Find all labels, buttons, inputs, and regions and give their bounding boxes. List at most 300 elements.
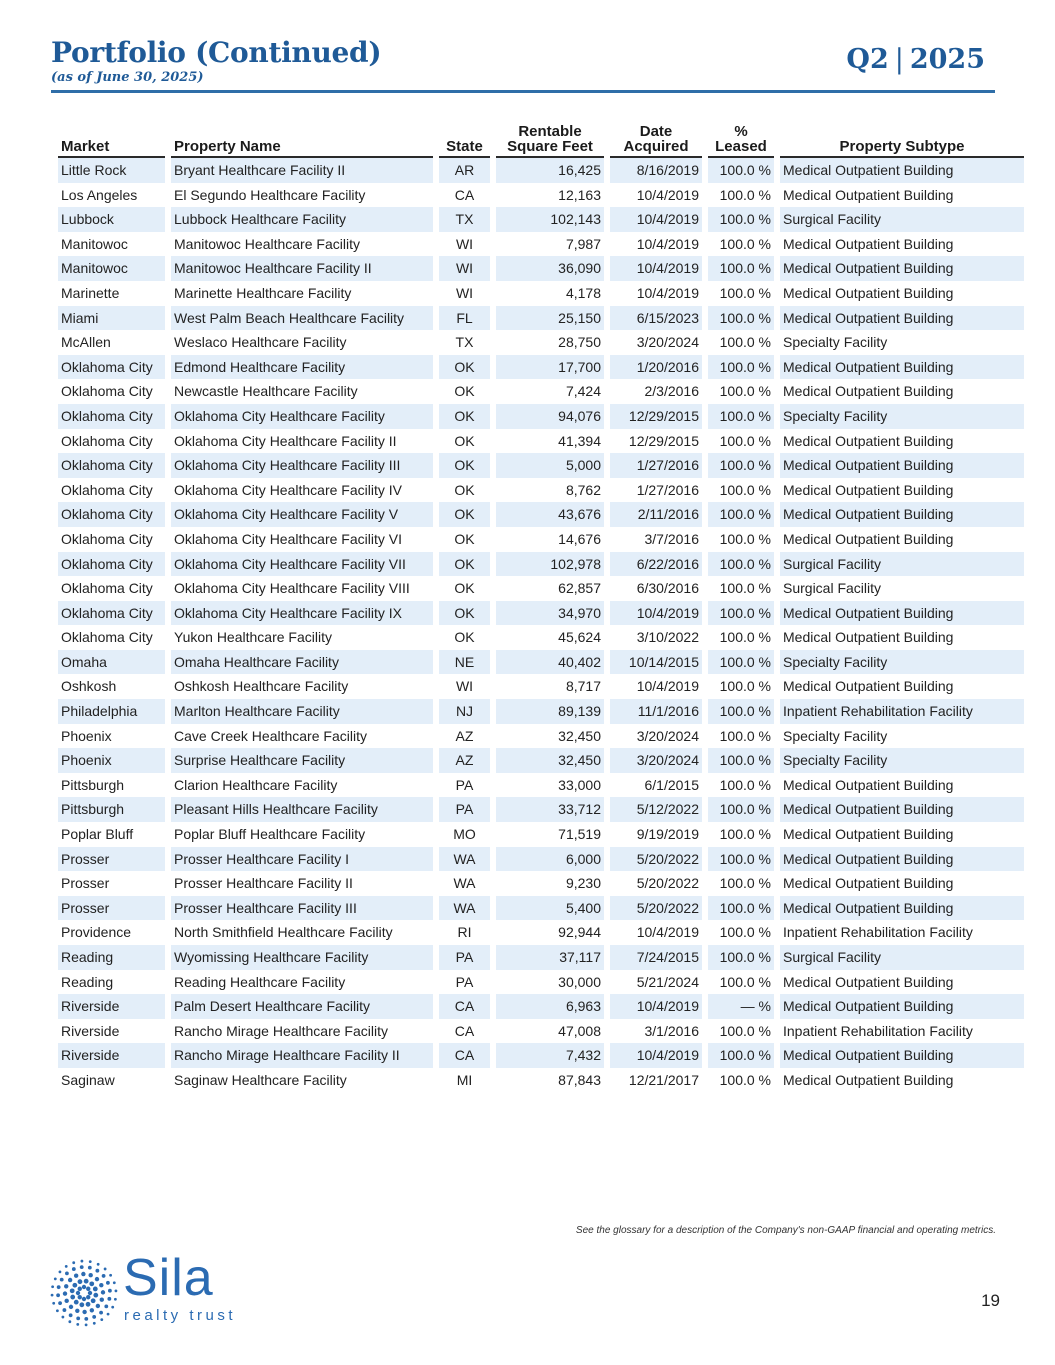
cell-percent-leased: 100.0 %	[708, 601, 774, 626]
table-row	[58, 478, 1024, 503]
report-period	[846, 44, 985, 75]
cell-date-acquired: 5/20/2022	[636, 875, 699, 892]
cell-percent-leased: 100.0 %	[708, 355, 774, 380]
table-header-row	[58, 124, 1024, 158]
cell-market: Manitowoc	[61, 235, 128, 252]
cell-market: Miami	[58, 306, 165, 331]
cell-percent-leased: 100.0 %	[719, 1022, 771, 1039]
cell-market: Manitowoc	[58, 256, 165, 281]
table-row	[58, 183, 1024, 208]
cell-percent-leased: 100.0 %	[719, 432, 771, 449]
cell-date-acquired: 8/16/2019	[610, 158, 702, 183]
page-number: 19	[981, 1291, 1000, 1310]
table-row	[58, 330, 1024, 355]
cell-property-subtype: Medical Outpatient Building	[780, 1043, 1024, 1068]
cell-square-feet: 5,400	[496, 896, 604, 921]
cell-date-acquired: 10/4/2019	[610, 1043, 702, 1068]
cell-date-acquired: 10/4/2019	[610, 207, 702, 232]
cell-state: WA	[439, 896, 490, 921]
cell-square-feet: 94,076	[496, 404, 604, 429]
table-row	[58, 232, 1024, 257]
cell-state: AZ	[455, 727, 474, 744]
cell-date-acquired: 10/4/2019	[610, 994, 702, 1019]
cell-market: Oklahoma City	[58, 404, 165, 429]
cell-percent-leased: 100.0 %	[708, 256, 774, 281]
cell-date-acquired: 10/14/2015	[610, 650, 702, 675]
cell-property-name: Manitowoc Healthcare Facility II	[171, 256, 433, 281]
cell-state: AR	[439, 158, 490, 183]
cell-square-feet: 8,762	[565, 481, 601, 498]
col-header-rentable-square-feet	[496, 124, 604, 158]
cell-state: OK	[439, 502, 490, 527]
cell-square-feet: 36,090	[496, 256, 604, 281]
cell-state: OK	[454, 481, 475, 498]
cell-property-subtype: Specialty Facility	[780, 748, 1024, 773]
col-header-sqft-line2: Square Feet	[507, 138, 593, 155]
cell-property-name: Surprise Healthcare Facility	[171, 748, 433, 773]
cell-percent-leased: 100.0 %	[708, 158, 774, 183]
cell-state: TX	[455, 334, 474, 351]
cell-property-subtype: Medical Outpatient Building	[783, 481, 954, 498]
cell-property-subtype: Medical Outpatient Building	[780, 355, 1024, 380]
cell-property-subtype: Inpatient Rehabilitation Facility	[783, 1022, 973, 1039]
cell-square-feet: 25,150	[496, 306, 604, 331]
cell-market: Philadelphia	[58, 699, 165, 724]
cell-state: AZ	[439, 748, 490, 773]
table-row	[58, 207, 1024, 232]
portfolio-table	[52, 124, 1030, 1093]
cell-percent-leased: 100.0 %	[708, 306, 774, 331]
cell-date-acquired: 3/7/2016	[644, 530, 699, 547]
cell-state: OK	[454, 383, 475, 400]
table-body	[58, 158, 1024, 1093]
cell-property-subtype: Medical Outpatient Building	[780, 994, 1024, 1019]
col-header-date-line1: Date	[639, 123, 673, 140]
cell-property-subtype: Medical Outpatient Building	[780, 158, 1024, 183]
cell-market: Riverside	[58, 994, 165, 1019]
cell-date-acquired: 10/4/2019	[636, 924, 699, 941]
cell-market: Oklahoma City	[61, 432, 153, 449]
cell-date-acquired: 6/1/2015	[644, 776, 699, 793]
table-row	[58, 674, 1024, 699]
table-row	[58, 625, 1024, 650]
cell-property-name: Oklahoma City Healthcare Facility V	[171, 502, 433, 527]
cell-property-subtype: Medical Outpatient Building	[783, 432, 954, 449]
cell-percent-leased: 100.0 %	[719, 629, 771, 646]
logo-wordmark: Sila	[123, 1249, 214, 1307]
cell-market: Prosser	[58, 847, 165, 872]
table-row	[58, 404, 1024, 429]
cell-square-feet: 4,178	[565, 284, 601, 301]
cell-state: OK	[454, 629, 475, 646]
cell-date-acquired: 1/27/2016	[636, 481, 699, 498]
cell-market: Pittsburgh	[61, 776, 125, 793]
col-header-state: State	[439, 124, 490, 158]
cell-market: Oklahoma City	[58, 355, 165, 380]
cell-property-name: Rancho Mirage Healthcare Facility	[174, 1022, 388, 1039]
cell-state: MO	[453, 826, 476, 843]
cell-property-name: Newcastle Healthcare Facility	[174, 383, 358, 400]
cell-state: PA	[455, 776, 474, 793]
cell-date-acquired: 3/20/2024	[610, 748, 702, 773]
cell-market: Riverside	[61, 1022, 120, 1039]
cell-property-name: Marinette Healthcare Facility	[174, 284, 352, 301]
cell-percent-leased: 100.0 %	[719, 235, 771, 252]
cell-percent-leased: 100.0 %	[719, 334, 771, 351]
cell-market: Oklahoma City	[58, 552, 165, 577]
cell-date-acquired: 1/27/2016	[610, 453, 702, 478]
cell-state: OK	[454, 530, 475, 547]
cell-property-subtype: Medical Outpatient Building	[780, 453, 1024, 478]
cell-property-name: Manitowoc Healthcare Facility	[174, 235, 360, 252]
cell-property-subtype: Medical Outpatient Building	[780, 847, 1024, 872]
cell-property-subtype: Medical Outpatient Building	[783, 284, 954, 301]
col-header-property-name: Property Name	[171, 124, 433, 158]
cell-percent-leased: 100.0 %	[719, 580, 771, 597]
cell-market: Pittsburgh	[58, 797, 165, 822]
cell-state: CA	[454, 1022, 475, 1039]
cell-state: CA	[439, 994, 490, 1019]
table-row	[58, 797, 1024, 822]
cell-state: PA	[439, 797, 490, 822]
table-row	[58, 1043, 1024, 1068]
table-row	[58, 945, 1024, 970]
cell-property-name: Omaha Healthcare Facility	[171, 650, 433, 675]
cell-percent-leased: 100.0 %	[708, 748, 774, 773]
cell-square-feet: 7,987	[565, 235, 601, 252]
cell-market: Oklahoma City	[61, 383, 153, 400]
cell-property-name: Saginaw Healthcare Facility	[174, 1071, 347, 1088]
cell-market: Oklahoma City	[58, 502, 165, 527]
cell-property-subtype: Medical Outpatient Building	[783, 973, 954, 990]
cell-property-name: Wyomissing Healthcare Facility	[171, 945, 433, 970]
cell-state: CA	[439, 1043, 490, 1068]
cell-property-subtype: Medical Outpatient Building	[780, 306, 1024, 331]
cell-percent-leased: 100.0 %	[719, 530, 771, 547]
table-row	[58, 822, 1024, 847]
cell-property-subtype: Medical Outpatient Building	[783, 235, 954, 252]
cell-property-subtype: Medical Outpatient Building	[783, 629, 954, 646]
cell-property-name: Weslaco Healthcare Facility	[174, 334, 347, 351]
cell-state: OK	[439, 601, 490, 626]
cell-market: Oklahoma City	[61, 580, 153, 597]
cell-market: Oklahoma City	[58, 453, 165, 478]
col-header-property-subtype: Property Subtype	[780, 124, 1024, 158]
cell-square-feet: 87,843	[558, 1071, 601, 1088]
cell-percent-leased: 100.0 %	[719, 727, 771, 744]
cell-market: Omaha	[58, 650, 165, 675]
cell-date-acquired: 5/12/2022	[610, 797, 702, 822]
cell-property-name: Prosser Healthcare Facility I	[171, 847, 433, 872]
cell-state: OK	[454, 432, 475, 449]
cell-state: RI	[457, 924, 472, 941]
cell-date-acquired: 6/22/2016	[610, 552, 702, 577]
cell-property-subtype: Surgical Facility	[780, 207, 1024, 232]
logo-tagline: realty trust	[124, 1307, 237, 1324]
table-row	[58, 256, 1024, 281]
cell-market: McAllen	[61, 334, 111, 351]
cell-date-acquired: 3/10/2022	[636, 629, 699, 646]
cell-date-acquired: 1/20/2016	[610, 355, 702, 380]
cell-square-feet: 89,139	[496, 699, 604, 724]
cell-square-feet: 62,857	[558, 580, 601, 597]
cell-square-feet: 41,394	[558, 432, 601, 449]
cell-percent-leased: 100.0 %	[708, 404, 774, 429]
col-header-market: Market	[58, 124, 165, 158]
table-row	[58, 552, 1024, 577]
cell-state: PA	[455, 973, 474, 990]
cell-state: OK	[439, 552, 490, 577]
cell-property-subtype: Specialty Facility	[783, 334, 888, 351]
cell-percent-leased: 100.0 %	[719, 973, 771, 990]
cell-date-acquired: 2/3/2016	[644, 383, 699, 400]
cell-percent-leased: 100.0 %	[719, 776, 771, 793]
cell-property-name: Marlton Healthcare Facility	[171, 699, 433, 724]
cell-property-subtype: Medical Outpatient Building	[780, 601, 1024, 626]
cell-property-subtype: Medical Outpatient Building	[783, 383, 954, 400]
cell-percent-leased: 100.0 %	[708, 207, 774, 232]
cell-property-name: Rancho Mirage Healthcare Facility II	[171, 1043, 433, 1068]
cell-property-name: Oklahoma City Healthcare Facility III	[171, 453, 433, 478]
cell-state: OK	[454, 580, 475, 597]
cell-date-acquired: 10/4/2019	[636, 186, 699, 203]
cell-percent-leased: 100.0 %	[719, 481, 771, 498]
cell-percent-leased: 100.0 %	[719, 1071, 771, 1088]
cell-property-name: Poplar Bluff Healthcare Facility	[174, 826, 366, 843]
cell-percent-leased: 100.0 %	[708, 945, 774, 970]
cell-percent-leased: 100.0 %	[719, 678, 771, 695]
cell-market: Poplar Bluff	[61, 826, 134, 843]
cell-percent-leased: 100.0 %	[708, 896, 774, 921]
cell-state: TX	[439, 207, 490, 232]
cell-property-name: Lubbock Healthcare Facility	[171, 207, 433, 232]
table-row	[58, 847, 1024, 872]
cell-square-feet: 45,624	[558, 629, 601, 646]
period-separator: |	[894, 44, 904, 75]
cell-square-feet: 12,163	[558, 186, 601, 203]
cell-property-name: West Palm Beach Healthcare Facility	[171, 306, 433, 331]
cell-percent-leased: 100.0 %	[719, 826, 771, 843]
cell-date-acquired: 7/24/2015	[610, 945, 702, 970]
cell-market: Marinette	[61, 284, 120, 301]
col-header-sqft-line1: Rentable	[518, 123, 582, 140]
cell-market: Oklahoma City	[61, 629, 153, 646]
cell-property-name: Prosser Healthcare Facility III	[171, 896, 433, 921]
table-row	[58, 576, 1024, 601]
cell-percent-leased: 100.0 %	[719, 924, 771, 941]
cell-date-acquired: 6/30/2016	[636, 580, 699, 597]
page-title: Portfolio (Continued)	[51, 36, 382, 69]
cell-date-acquired: 5/20/2022	[610, 896, 702, 921]
cell-percent-leased: 100.0 %	[719, 284, 771, 301]
cell-property-subtype: Medical Outpatient Building	[783, 678, 954, 695]
cell-market: Oklahoma City	[61, 481, 153, 498]
cell-market: Oklahoma City	[61, 530, 153, 547]
cell-percent-leased: 100.0 %	[708, 1043, 774, 1068]
cell-date-acquired: 6/15/2023	[610, 306, 702, 331]
col-header-date-acquired	[610, 124, 702, 158]
cell-date-acquired: 10/4/2019	[636, 235, 699, 252]
cell-date-acquired: 10/4/2019	[636, 678, 699, 695]
cell-property-subtype: Medical Outpatient Building	[783, 186, 954, 203]
cell-property-subtype: Specialty Facility	[783, 727, 888, 744]
cell-property-name: Oklahoma City Healthcare Facility VI	[174, 530, 402, 547]
cell-property-name: Bryant Healthcare Facility II	[171, 158, 433, 183]
cell-property-name: Cave Creek Healthcare Facility	[174, 727, 367, 744]
cell-market: Los Angeles	[61, 186, 138, 203]
table-row	[58, 871, 1024, 896]
cell-square-feet: 6,000	[496, 847, 604, 872]
cell-square-feet: 28,750	[558, 334, 601, 351]
cell-property-name: Clarion Healthcare Facility	[174, 776, 338, 793]
cell-square-feet: 32,450	[496, 748, 604, 773]
cell-square-feet: 30,000	[558, 973, 601, 990]
table-row	[58, 379, 1024, 404]
cell-property-subtype: Medical Outpatient Building	[780, 896, 1024, 921]
page-subtitle: (as of June 30, 2025)	[51, 70, 204, 85]
cell-market: Oshkosh	[61, 678, 117, 695]
table-row	[58, 994, 1024, 1019]
cell-property-subtype: Medical Outpatient Building	[783, 1071, 954, 1088]
cell-percent-leased: — %	[708, 994, 774, 1019]
cell-property-name: Oklahoma City Healthcare Facility VII	[171, 552, 433, 577]
cell-property-subtype: Medical Outpatient Building	[780, 256, 1024, 281]
cell-square-feet: 102,143	[496, 207, 604, 232]
cell-percent-leased: 100.0 %	[719, 186, 771, 203]
cell-date-acquired: 11/1/2016	[610, 699, 702, 724]
cell-property-subtype: Inpatient Rehabilitation Facility	[780, 699, 1024, 724]
table-row	[58, 281, 1024, 306]
cell-state: WA	[453, 875, 476, 892]
table-row	[58, 896, 1024, 921]
cell-property-subtype: Surgical Facility	[780, 552, 1024, 577]
cell-property-subtype: Specialty Facility	[780, 650, 1024, 675]
cell-state: WI	[455, 678, 474, 695]
table-row	[58, 1019, 1024, 1044]
cell-market: Reading	[58, 945, 165, 970]
cell-market: Phoenix	[61, 727, 112, 744]
cell-percent-leased: 100.0 %	[708, 650, 774, 675]
cell-market: Providence	[61, 924, 132, 941]
cell-property-name: Yukon Healthcare Facility	[174, 629, 332, 646]
table-row	[58, 355, 1024, 380]
table-row	[58, 699, 1024, 724]
cell-square-feet: 17,700	[496, 355, 604, 380]
cell-market: Oklahoma City	[58, 601, 165, 626]
cell-date-acquired: 9/19/2019	[636, 826, 699, 843]
cell-square-feet: 32,450	[558, 727, 601, 744]
cell-date-acquired: 10/4/2019	[610, 601, 702, 626]
cell-square-feet: 71,519	[558, 826, 601, 843]
cell-percent-leased: 100.0 %	[708, 453, 774, 478]
cell-square-feet: 40,402	[496, 650, 604, 675]
cell-date-acquired: 10/4/2019	[636, 284, 699, 301]
cell-date-acquired: 5/21/2024	[636, 973, 699, 990]
cell-property-name: Prosser Healthcare Facility II	[174, 875, 353, 892]
cell-market: Phoenix	[58, 748, 165, 773]
cell-state: WI	[439, 256, 490, 281]
cell-square-feet: 14,676	[558, 530, 601, 547]
table-row	[58, 1068, 1024, 1093]
cell-market: Little Rock	[58, 158, 165, 183]
cell-property-name: Edmond Healthcare Facility	[171, 355, 433, 380]
quarter-label: Q2	[846, 44, 889, 75]
cell-property-name: Oshkosh Healthcare Facility	[174, 678, 349, 695]
cell-square-feet: 37,117	[496, 945, 604, 970]
cell-property-subtype: Medical Outpatient Building	[783, 826, 954, 843]
table-row	[58, 429, 1024, 454]
cell-square-feet: 7,424	[565, 383, 601, 400]
cell-property-subtype: Surgical Facility	[783, 580, 882, 597]
cell-property-name: Pleasant Hills Healthcare Facility	[171, 797, 433, 822]
cell-property-subtype: Specialty Facility	[780, 404, 1024, 429]
cell-date-acquired: 3/20/2024	[636, 334, 699, 351]
cell-property-name: Palm Desert Healthcare Facility	[171, 994, 433, 1019]
table-row	[58, 724, 1024, 749]
cell-property-subtype: Medical Outpatient Building	[783, 875, 954, 892]
cell-date-acquired: 3/1/2016	[644, 1022, 699, 1039]
col-header-date-line2: Acquired	[623, 138, 689, 155]
cell-square-feet: 9,230	[565, 875, 601, 892]
cell-property-name: Oklahoma City Healthcare Facility IX	[171, 601, 433, 626]
table-row	[58, 970, 1024, 995]
cell-state: OK	[439, 355, 490, 380]
cell-percent-leased: 100.0 %	[708, 699, 774, 724]
cell-percent-leased: 100.0 %	[719, 875, 771, 892]
cell-state: OK	[439, 453, 490, 478]
cell-square-feet: 43,676	[496, 502, 604, 527]
cell-market: Saginaw	[61, 1071, 115, 1088]
cell-property-subtype: Medical Outpatient Building	[780, 502, 1024, 527]
cell-square-feet: 92,944	[558, 924, 601, 941]
cell-state: NE	[439, 650, 490, 675]
cell-date-acquired: 3/20/2024	[636, 727, 699, 744]
cell-date-acquired: 12/29/2015	[610, 404, 702, 429]
title-divider	[51, 90, 995, 93]
cell-square-feet: 47,008	[558, 1022, 601, 1039]
cell-property-name: Oklahoma City Healthcare Facility VIII	[174, 580, 410, 597]
cell-square-feet: 102,978	[496, 552, 604, 577]
cell-state: OK	[439, 404, 490, 429]
cell-property-name: Oklahoma City Healthcare Facility IV	[174, 481, 402, 498]
cell-state: FL	[439, 306, 490, 331]
cell-state: CA	[454, 186, 475, 203]
cell-percent-leased: 100.0 %	[708, 502, 774, 527]
cell-square-feet: 5,000	[496, 453, 604, 478]
cell-market: Prosser	[61, 875, 110, 892]
cell-date-acquired: 10/4/2019	[610, 256, 702, 281]
cell-property-name: Reading Healthcare Facility	[174, 973, 346, 990]
col-header-percent-leased	[708, 124, 774, 158]
cell-square-feet: 33,712	[496, 797, 604, 822]
cell-state: NJ	[439, 699, 490, 724]
cell-property-name: Oklahoma City Healthcare Facility II	[174, 432, 397, 449]
cell-property-subtype: Surgical Facility	[780, 945, 1024, 970]
table-row	[58, 453, 1024, 478]
cell-square-feet: 6,963	[496, 994, 604, 1019]
cell-market: Lubbock	[58, 207, 165, 232]
table-row	[58, 527, 1024, 552]
cell-property-name: North Smithfield Healthcare Facility	[174, 924, 393, 941]
table-row	[58, 502, 1024, 527]
cell-state: MI	[456, 1071, 473, 1088]
cell-percent-leased: 100.0 %	[719, 383, 771, 400]
table-row	[58, 158, 1024, 183]
table-row	[58, 306, 1024, 331]
cell-date-acquired: 2/11/2016	[610, 502, 702, 527]
cell-property-name: Oklahoma City Healthcare Facility	[171, 404, 433, 429]
cell-date-acquired: 12/29/2015	[628, 432, 699, 449]
